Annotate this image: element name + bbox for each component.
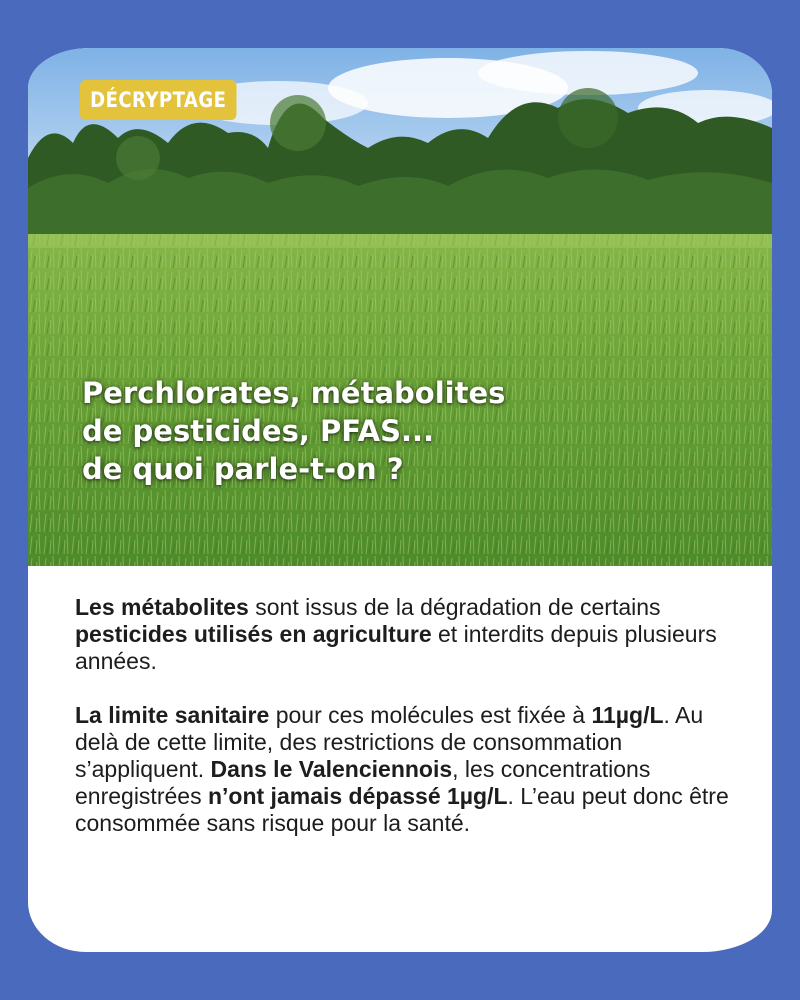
paragraph-metabolites	[75, 594, 745, 675]
bold-threshold: 11µg/L	[591, 702, 664, 728]
bold-region: Dans le Valenciennois	[210, 756, 453, 782]
text-segment: et interdits depuis plusieurs années.	[75, 621, 717, 674]
text-segment: pour ces molécules est fixée à	[269, 702, 592, 728]
headline-line-2: de pesticides, PFAS...	[82, 414, 435, 448]
paragraph-limit	[75, 702, 745, 837]
bold-never-exceeded: n’ont jamais dépassé 1µg/L	[207, 783, 508, 809]
text-segment: . Au delà de cette limite, des restrictions de consommation s’appliquent.	[75, 702, 704, 782]
bold-pesticides: pesticides utilisés en agriculture	[75, 621, 432, 647]
info-card	[28, 48, 772, 952]
text-segment: , les concentrations enregistrées	[75, 756, 651, 809]
bold-metabolites: Les métabolites	[75, 594, 249, 620]
text-segment: . L’eau peut donc être consommée sans risque pour la santé.	[75, 783, 729, 836]
bold-limit: La limite sanitaire	[75, 702, 270, 728]
text-segment: sont issus de la dégradation de certains	[248, 594, 661, 620]
headline-line-3: de quoi parle-t-on ?	[82, 452, 404, 486]
headline	[82, 374, 622, 488]
category-badge: DÉCRYPTAGE	[80, 80, 237, 120]
body-text	[75, 594, 745, 864]
headline-line-1: Perchlorates, métabolites	[82, 376, 506, 410]
field-photo	[28, 48, 772, 566]
